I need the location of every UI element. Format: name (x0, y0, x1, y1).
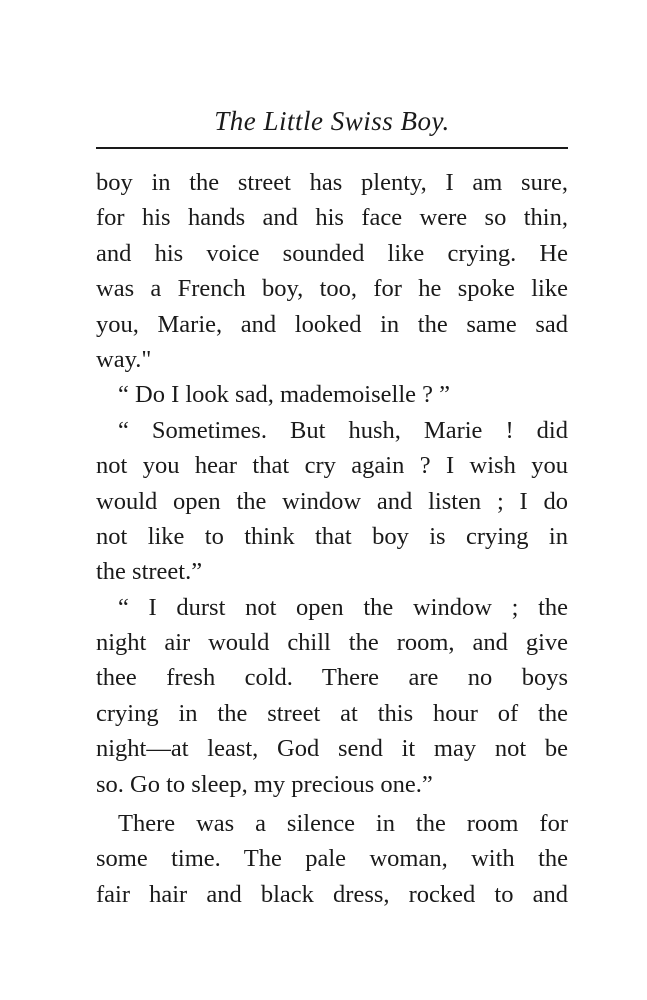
text-line: fair hair and black dress, rocked to and (96, 880, 568, 908)
text-line: night air would chill the room, and give (96, 629, 568, 657)
text-line: was a French boy, too, for he spoke like (96, 275, 568, 303)
text-line: for his hands and his face were so thin, (96, 204, 568, 232)
text-line: the street.” (96, 558, 203, 586)
body-text (96, 165, 568, 912)
paragraph-4 (96, 590, 568, 802)
text-line: crying in the street at this hour of the (96, 699, 568, 727)
text-line: and his voice sounded like crying. He (96, 239, 568, 267)
running-head: The Little Swiss Boy. (214, 106, 450, 136)
text-line: so. Go to sleep, my precious one.” (96, 770, 433, 798)
header-rule (96, 147, 568, 149)
text-line: way." (96, 345, 152, 373)
text-line: you, Marie, and looked in the same sad (96, 310, 568, 338)
text-line: “ Do I look sad, mademoiselle ? ” (118, 381, 451, 409)
text-line: There was a silence in the room for (118, 810, 568, 838)
text-line: boy in the street has plenty, I am sure, (96, 169, 568, 196)
text-line: not like to think that boy is crying in (96, 522, 568, 550)
paragraph-3 (96, 413, 568, 590)
text-line: not you hear that cry again ? I wish you (96, 452, 568, 480)
text-line: some time. The pale woman, with the (96, 845, 568, 873)
text-line: thee fresh cold. There are no boys (96, 664, 568, 692)
paragraph-1 (96, 165, 568, 377)
paragraph-2 (96, 377, 568, 412)
text-line: “ Sometimes. But hush, Marie ! did (118, 416, 568, 444)
text-line: “ I durst not open the window ; the (118, 593, 568, 621)
paragraph-5 (96, 806, 568, 912)
text-line: would open the window and listen ; I do (96, 487, 568, 515)
text-line: night—at least, God send it may not be (96, 735, 568, 763)
